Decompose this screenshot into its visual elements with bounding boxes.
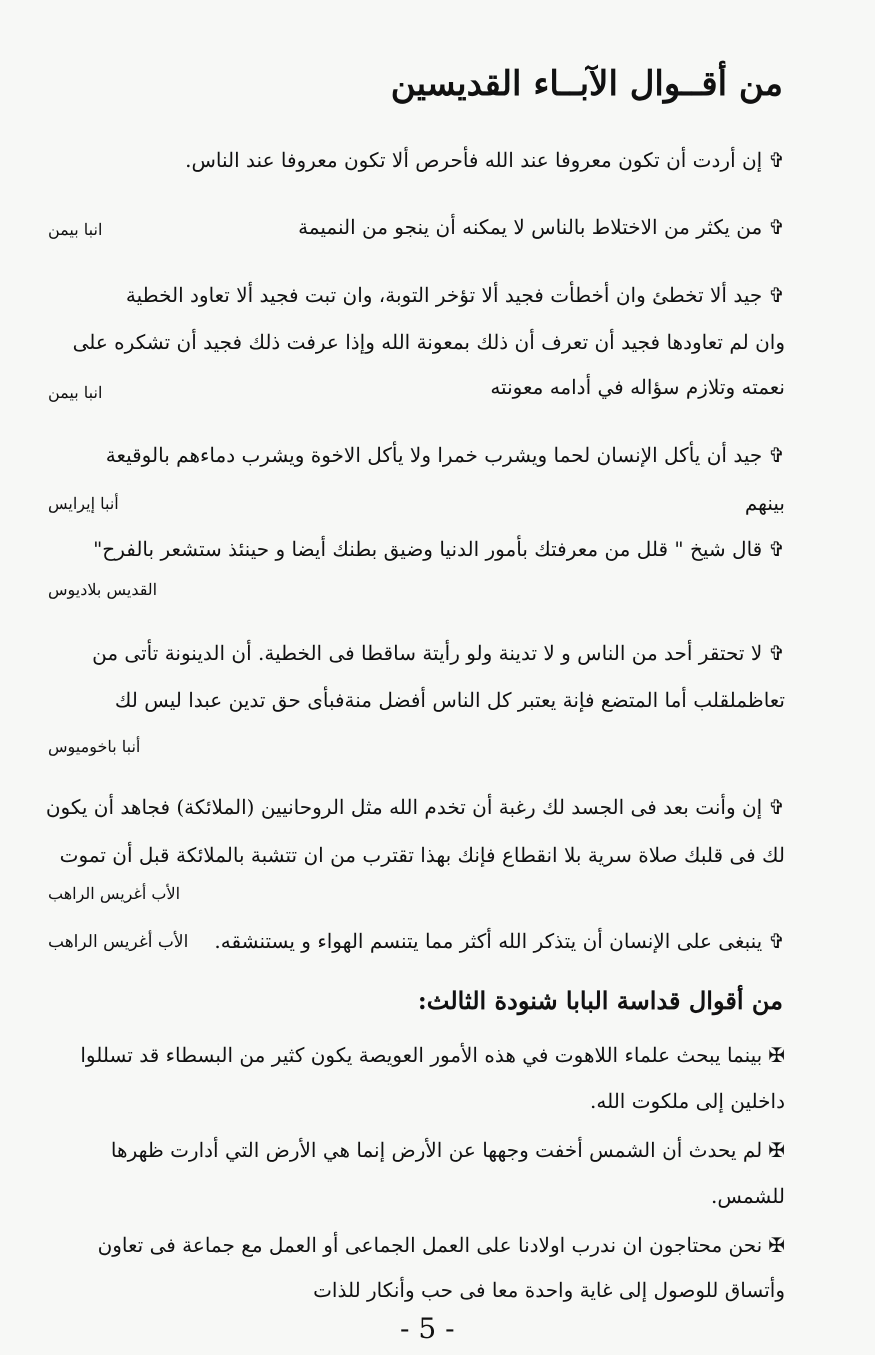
saying-text: إن وأنت بعد فى الجسد لك رغبة أن تخدم الله مثل الروحانيين (الملائكة) فجاهد أن يكون xyxy=(45,795,763,819)
saying-text: لم يحدث أن الشمس أخفت وجهها عن الأرض إنما هي الأرض التي أدارت ظهرها xyxy=(110,1138,763,1162)
saying-7-line-2: لك فى قلبك صلاة سرية بلا انقطاع فإنك بهذا تقترب من ان تتشبة بالملائكة قبل أن تموت xyxy=(59,843,785,867)
saying-text: نحن محتاجون ان ندرب اولادنا على العمل الجماعى أو العمل مع جماعة فى تعاون xyxy=(97,1233,763,1257)
cross-icon: ✞ xyxy=(768,215,785,239)
saying-6-author: أنبا باخوميوس xyxy=(48,737,141,756)
saying-text: جيد ألا تخطئ وان أخطأت فجيد ألا تؤخر التوبة، وان تبت فجيد ألا تعاود الخطية xyxy=(125,283,763,307)
saying-8-author: الأب أغريس الراهب xyxy=(48,932,189,952)
saying-4-line-2: بينهم xyxy=(744,491,785,515)
pope-saying-2-line-2: للشمس. xyxy=(711,1184,785,1208)
cross-icon: ✞ xyxy=(768,641,785,665)
saying-6-line-2: تعاظملقلب أما المتضع فإنة يعتبر كل الناس أفضل منةفبأى حق تدين عبدا ليس لك xyxy=(114,688,785,712)
page-title: من أقــوال الآبــاء القديسين xyxy=(390,64,783,104)
ornament-icon: ✠ xyxy=(768,1233,785,1257)
cross-icon: ✞ xyxy=(768,537,785,561)
saying-3-line-2: وان لم تعاودها فجيد أن تعرف أن ذلك بمعونة الله وإذا عرفت ذلك فجيد أن تشكره على xyxy=(72,330,785,354)
saying-5-author: القديس بلاديوس xyxy=(48,580,158,599)
saying-4-author: أنبا إيرايس xyxy=(48,494,119,513)
saying-text: ينبغى على الإنسان أن يتذكر الله أكثر مما يتنسم الهواء و يستنشقه. xyxy=(214,929,763,953)
saying-8-line-1 xyxy=(214,926,785,956)
pope-saying-2-line-1 xyxy=(40,1135,785,1165)
pope-saying-1-line-1 xyxy=(40,1040,785,1070)
ornament-icon: ✠ xyxy=(768,1043,785,1067)
pope-saying-3-line-1 xyxy=(40,1230,785,1260)
cross-icon: ✞ xyxy=(768,148,785,172)
saying-3-author: انبا بيمن xyxy=(48,383,103,402)
saying-7-line-1 xyxy=(40,792,785,822)
saying-4-line-1 xyxy=(40,440,785,470)
saying-text: جيد أن يأكل الإنسان لحما ويشرب خمرا ولا يأكل الاخوة ويشرب دماءهم بالوقيعة xyxy=(105,443,763,467)
saying-1-line-1 xyxy=(40,145,785,175)
section-subtitle: من أقوال قداسة البابا شنودة الثالث: xyxy=(417,986,783,1015)
saying-3-line-3: نعمته وتلازم سؤاله في أدامه معونته xyxy=(490,375,785,399)
pope-saying-3-line-2: وأتساق للوصول إلى غاية واحدة معا فى حب وأنكار للذات xyxy=(313,1278,785,1302)
saying-text: بينما يبحث علماء اللاهوت في هذه الأمور العويصة يكون كثير من البسطاء قد تسللوا xyxy=(80,1043,763,1067)
saying-text: إن أردت أن تكون معروفا عند الله فأحرص ألا تكون معروفا عند الناس. xyxy=(185,148,763,172)
cross-icon: ✞ xyxy=(768,283,785,307)
saying-5-line-1 xyxy=(40,534,785,564)
saying-2-line-1 xyxy=(40,212,785,242)
saying-text: قال شيخ " قلل من معرفتك بأمور الدنيا وضيق بطنك أيضا و حينئذ ستشعر بالفرح" xyxy=(93,537,763,561)
saying-6-line-1 xyxy=(40,638,785,668)
cross-icon: ✞ xyxy=(768,795,785,819)
saying-text: لا تحتقر أحد من الناس و لا تدينة ولو رأيتة ساقطا فى الخطية. أن الدينونة تأتى من xyxy=(92,641,763,665)
saying-2-author: انبا بيمن xyxy=(48,220,103,239)
saying-3-line-1 xyxy=(40,280,785,310)
cross-icon: ✞ xyxy=(768,929,785,953)
page-number: - 5 - xyxy=(400,1312,455,1345)
ornament-icon: ✠ xyxy=(768,1138,785,1162)
saying-7-author: الأب أغريس الراهب xyxy=(48,884,181,903)
cross-icon: ✞ xyxy=(768,443,785,467)
saying-text: من يكثر من الاختلاط بالناس لا يمكنه أن ينجو من النميمة xyxy=(298,215,763,239)
pope-saying-1-line-2: داخلين إلى ملكوت الله. xyxy=(590,1089,785,1113)
